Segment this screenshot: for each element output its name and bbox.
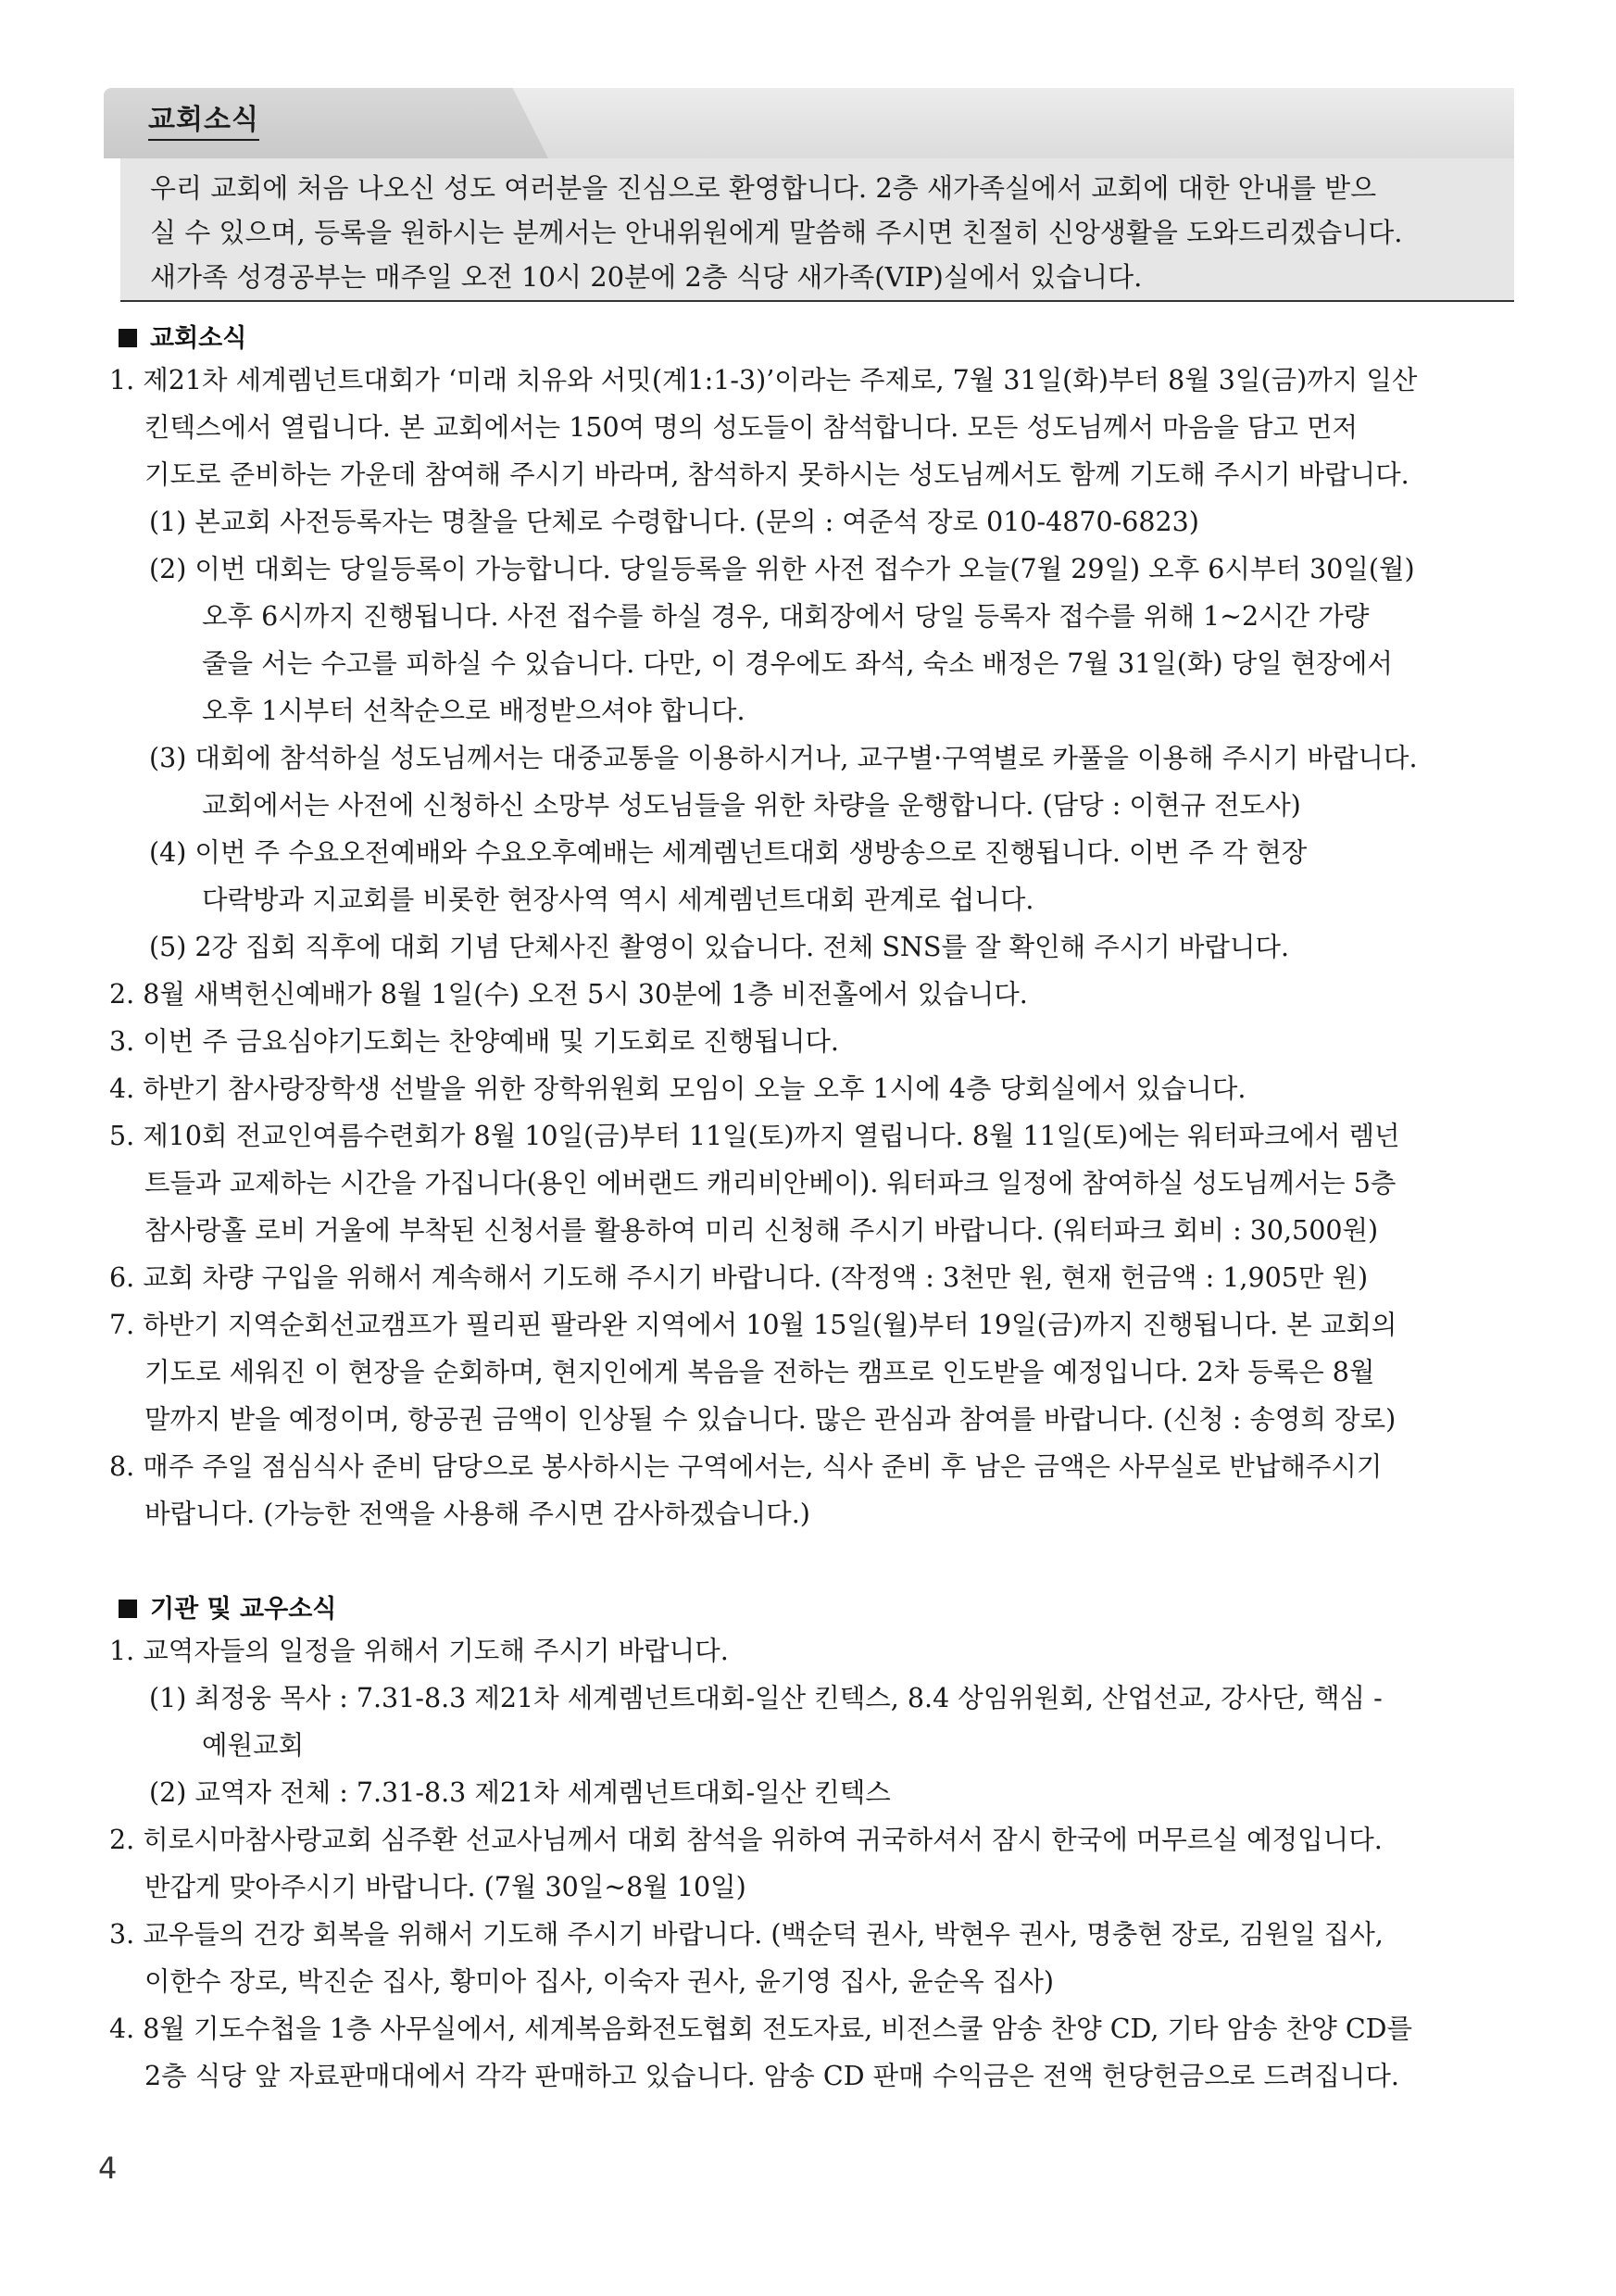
list-item: 8. 매주 주일 점심식사 준비 담당으로 봉사하시는 구역에서는, 식사 준비 후 남은 금액은 사무실로 반납해주시기 bbox=[109, 1451, 1383, 1482]
list-item: 6. 교회 차량 구입을 위해서 계속해서 기도해 주시기 바랍니다. (작정액 : 3천만 원, 현재 헌금액 : 1,905만 원) bbox=[109, 1262, 1369, 1293]
sub-item: (2) 교역자 전체 : 7.31-8.3 제21차 세계렘넌트대회-일산 킨텍스 bbox=[149, 1777, 891, 1808]
page-number: 4 bbox=[98, 2151, 118, 2186]
welcome-line: 우리 교회에 처음 나오신 성도 여러분을 진심으로 환영합니다. 2층 새가족실에서 교회에 대한 안내를 받으 bbox=[150, 172, 1377, 204]
sub-item: (1) 본교회 사전등록자는 명찰을 단체로 수령합니다. (문의 : 여준석 장로 010-4870-6823) bbox=[149, 507, 1199, 537]
sub-item: (1) 최정웅 목사 : 7.31-8.3 제21차 세계렘넌트대회-일산 킨텍스, 8.4 상임위원회, 산업선교, 강사단, 핵심 - bbox=[149, 1683, 1383, 1713]
section-heading-label: 기관 및 교우소식 bbox=[150, 1595, 337, 1624]
section-heading-org-news bbox=[119, 1591, 336, 1628]
list-item: 4. 8월 기도수첩을 1층 사무실에서, 세계복음화전도협회 전도자료, 비전스쿨 암송 찬양 CD, 기타 암송 찬양 CD를 bbox=[109, 2014, 1413, 2044]
list-item-continuation: 기도로 준비하는 가운데 참여해 주시기 바라며, 참석하지 못하시는 성도님께서도 함께 기도해 주시기 바랍니다. bbox=[144, 459, 1409, 490]
list-item-continuation: 말까지 받을 예정이며, 항공권 금액이 인상될 수 있습니다. 많은 관심과 참여를 바랍니다. (신청 : 송영희 장로) bbox=[144, 1404, 1397, 1435]
list-item-continuation: 참사랑홀 로비 거울에 부착된 신청서를 활용하여 미리 신청해 주시기 바랍니다. (워터파크 회비 : 30,500원) bbox=[144, 1215, 1379, 1246]
list-item-continuation: 이한수 장로, 박진순 집사, 황미아 집사, 이숙자 권사, 윤기영 집사, 윤순옥 집사) bbox=[144, 1966, 1055, 1997]
list-item-continuation: 킨텍스에서 열립니다. 본 교회에서는 150여 명의 성도들이 참석합니다. 모든 성도님께서 마음을 담고 먼저 bbox=[144, 412, 1359, 443]
page-title: 교회소식 bbox=[148, 93, 259, 148]
sub-item-continuation: 교회에서는 사전에 신청하신 소망부 성도님들을 위한 차량을 운행합니다. (담당 : 이현규 전도사) bbox=[202, 790, 1301, 821]
sub-item-continuation: 다락방과 지교회를 비롯한 현장사역 역시 세계렘넌트대회 관계로 쉽니다. bbox=[202, 885, 1034, 915]
list-item-continuation: 2층 식당 앞 자료판매대에서 각각 판매하고 있습니다. 암송 CD 판매 수익금은 전액 헌당헌금으로 드려집니다. bbox=[144, 2061, 1399, 2091]
list-item: 1. 제21차 세계렘넌트대회가 ‘미래 치유와 서밋(계1:1-3)’이라는 주제로, 7월 31일(화)부터 8월 3일(금)까지 일산 bbox=[109, 365, 1418, 395]
sub-item-continuation: 줄을 서는 수고를 피하실 수 있습니다. 다만, 이 경우에도 좌석, 숙소 배정은 7월 31일(화) 당일 현장에서 bbox=[202, 648, 1393, 679]
section-heading-label: 교회소식 bbox=[150, 324, 247, 353]
list-item-continuation: 반갑게 맞아주시기 바랍니다. (7월 30일~8월 10일) bbox=[144, 1872, 746, 1902]
welcome-line: 실 수 있으며, 등록을 원하시는 분께서는 안내위원에게 말씀해 주시면 친절히 신앙생활을 도와드리겠습니다. bbox=[150, 217, 1403, 248]
square-bullet-icon bbox=[119, 1600, 137, 1618]
sub-item-continuation: 오후 1시부터 선착순으로 배정받으셔야 합니다. bbox=[202, 696, 745, 726]
welcome-line: 새가족 성경공부는 매주일 오전 10시 20분에 2층 식당 새가족(VIP)실에서 있습니다. bbox=[150, 261, 1143, 293]
list-item: 2. 8월 새벽헌신예배가 8월 1일(수) 오전 5시 30분에 1층 비전홀에서 있습니다. bbox=[109, 979, 1028, 1010]
square-bullet-icon bbox=[119, 329, 137, 347]
welcome-box bbox=[120, 158, 1514, 302]
list-item: 7. 하반기 지역순회선교캠프가 필리핀 팔라완 지역에서 10월 15일(월)부터 19일(금)까지 진행됩니다. 본 교회의 bbox=[109, 1310, 1397, 1340]
list-item: 3. 이번 주 금요심야기도회는 찬양예배 및 기도회로 진행됩니다. bbox=[109, 1026, 839, 1057]
list-item: 3. 교우들의 건강 회복을 위해서 기도해 주시기 바랍니다. (백순덕 권사, 박현우 권사, 명충현 장로, 김원일 집사, bbox=[109, 1919, 1384, 1950]
list-item-continuation: 트들과 교제하는 시간을 가집니다(용인 에버랜드 캐리비안베이). 워터파크 일정에 참여하실 성도님께서는 5층 bbox=[144, 1168, 1397, 1198]
sub-item: (3) 대회에 참석하실 성도님께서는 대중교통을 이용하시거나, 교구별·구역별로 카풀을 이용해 주시기 바랍니다. bbox=[149, 743, 1418, 773]
church-news-list bbox=[109, 357, 1418, 1537]
list-item-continuation: 바랍니다. (가능한 전액을 사용해 주시면 감사하겠습니다.) bbox=[144, 1499, 810, 1529]
org-news-list bbox=[109, 1627, 1412, 2100]
list-item: 2. 히로시마참사랑교회 심주환 선교사님께서 대회 참석을 위하여 귀국하셔서 잠시 한국에 머무르실 예정입니다. bbox=[109, 1825, 1383, 1855]
section-heading-church-news bbox=[119, 320, 246, 358]
sub-item: (4) 이번 주 수요오전예배와 수요오후예배는 세계렘넌트대회 생방송으로 진행됩니다. 이번 주 각 현장 bbox=[149, 837, 1308, 868]
sub-item-continuation: 오후 6시까지 진행됩니다. 사전 접수를 하실 경우, 대회장에서 당일 등록자 접수를 위해 1~2시간 가량 bbox=[202, 601, 1370, 632]
sub-item: (5) 2강 집회 직후에 대회 기념 단체사진 촬영이 있습니다. 전체 SNS를 잘 확인해 주시기 바랍니다. bbox=[149, 932, 1290, 962]
list-item: 4. 하반기 참사랑장학생 선발을 위한 장학위원회 모임이 오늘 오후 1시에 4층 당회실에서 있습니다. bbox=[109, 1073, 1246, 1104]
list-item: 1. 교역자들의 일정을 위해서 기도해 주시기 바랍니다. bbox=[109, 1636, 729, 1666]
sub-item: (2) 이번 대회는 당일등록이 가능합니다. 당일등록을 위한 사전 접수가 오늘(7월 29일) 오후 6시부터 30일(월) bbox=[149, 554, 1415, 584]
list-item: 5. 제10회 전교인여름수련회가 8월 10일(금)부터 11일(토)까지 열립니다. 8월 11일(토)에는 워터파크에서 렘넌 bbox=[109, 1121, 1400, 1151]
list-item-continuation: 기도로 세워진 이 현장을 순회하며, 현지인에게 복음을 전하는 캠프로 인도받을 예정입니다. 2차 등록은 8월 bbox=[144, 1357, 1375, 1387]
sub-item-continuation: 예원교회 bbox=[202, 1730, 305, 1761]
